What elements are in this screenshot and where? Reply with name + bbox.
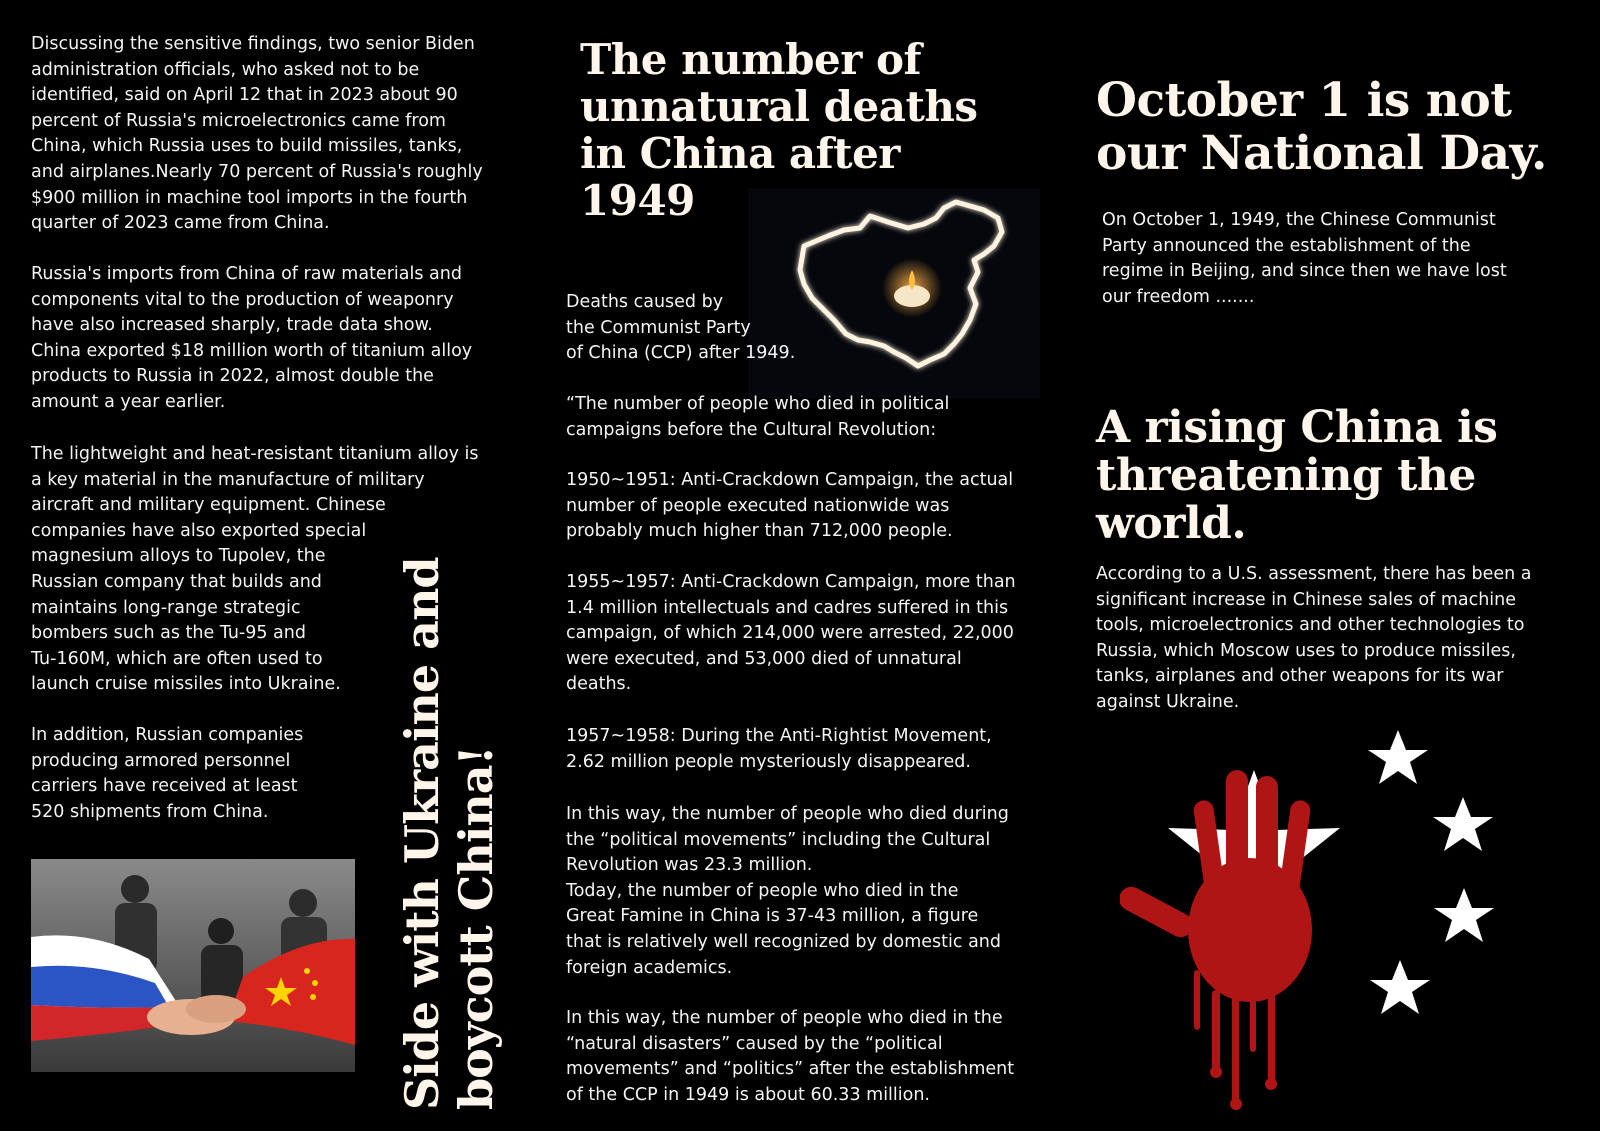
titanium-paragraph: The lightweight and heat-resistant titanium alloy is a key material in the manufacture of military aircraft and military equipment. Chinese companies have also exported special magnesium alloys to Tupolev, the Russian company that builds and maintains long-range strategic bombers such as the Tu-95 and Tu-160M, which are often used to launch cruise missiles into Ukraine. [31,444,479,695]
campaign-1955-1957: 1955~1957: Anti-Crackdown Campaign, more than 1.4 million intellectuals and cadres suffered in this campaign, of which 214,000 were arrested, 22,000 were executed, and 53,000 died of unnatural deaths. [566,572,1016,695]
campaign-1950-1951: 1950~1951: Anti-Crackdown Campaign, the actual number of people executed nationwide was probably much higher than 712,000 people. [566,470,1014,542]
handshake-photo [31,859,355,1072]
intro-paragraph: Discussing the sensitive findings, two senior Biden administration officials, who asked not to be identified, said on April 12 that in 2023 about 90 percent of Russia's microelectronics came from China, which Russia uses to build missiles, tanks, and airplanes.Nearly 70 percent of Russia's roughly $900 million in machine tool imports in the fourth quarter of 2023 came from China. [31,34,483,234]
october-heading: October 1 is not our National Day. [1096,73,1547,181]
rising-china-paragraph: According to a U.S. assessment, there has been a significant increase in Chinese sales of machine tools, microelectronics and other technologies to Russia, which Moscow uses to produce missiles, tanks, airplanes and other weapons for its war against Ukraine. [1096,564,1532,712]
bloody-hand-star-graphic [1120,730,1560,1120]
deaths-heading: The number of unnatural deaths in China after 1949 [580,35,978,225]
deaths-caption: Deaths caused by the Communist Party of China (CCP) after 1949. [566,292,796,364]
total-deaths-paragraph: In this way, the number of people who died in the “natural disasters” caused by the “political movements” and “politics” after the establishment of the CCP in 1949 is about 60.33 million. [566,1008,1015,1105]
campaigns-intro: “The number of people who died in political campaigns before the Cultural Revolution: [566,394,950,440]
political-movements-paragraph: In this way, the number of people who died during the “political movements” including the Cultural Revolution was 23.3 million. Today, the number of people who died in the Great Famine in China is 37-43 million, a figure that is relatively well recognized by domestic and foreign academics. [566,804,1009,978]
vertical-slogan: Side with Ukraine and boycott China! [395,557,503,1110]
imports-paragraph: Russia's imports from China of raw materials and components vital to the production of weaponry have also increased sharply, trade data show. China exported $18 million worth of titanium alloy products to Russia in 2022, almost double the amount a year earlier. [31,264,473,412]
shipments-paragraph: In addition, Russian companies producing armored personnel carriers have received at least 520 shipments from China. [31,725,304,822]
october-paragraph: On October 1, 1949, the Chinese Communist Party announced the establishment of the regime in Beijing, and since then we have lost our freedom ....... [1102,210,1507,307]
campaign-1957-1958: 1957~1958: During the Anti-Rightist Movement, 2.62 million people mysteriously disappeared. [566,726,992,772]
rising-china-heading: A rising China is threatening the world. [1096,402,1498,549]
